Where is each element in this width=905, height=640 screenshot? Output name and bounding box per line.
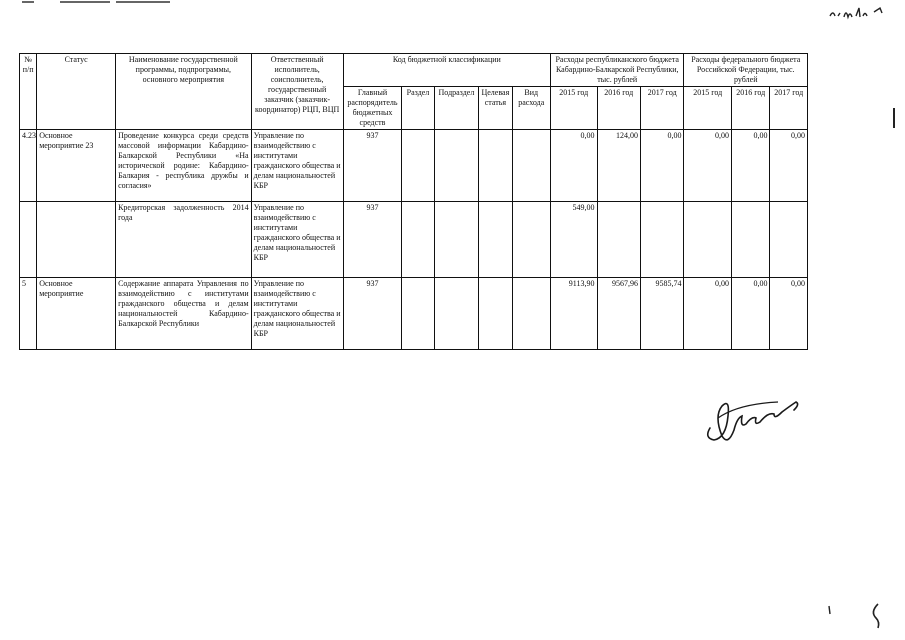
header-target-article: Целевая статья: [479, 87, 512, 130]
header-fed-2015: 2015 год: [684, 87, 732, 130]
row-section: [402, 278, 434, 350]
row-num: [20, 202, 37, 278]
row-section: [402, 130, 434, 202]
handwritten-check-mark: [866, 602, 888, 630]
row-responsible: Управление по взаимодействию с институтами гражданского общества и делам национальностей КБР: [251, 278, 343, 350]
handwritten-page-mark: [828, 4, 888, 22]
row-section: [402, 202, 434, 278]
row-grbs: 937: [343, 202, 402, 278]
header-fed-2017: 2017 год: [770, 87, 808, 130]
row-fed-2016: [732, 202, 770, 278]
row-rep-2016: 124,00: [597, 130, 640, 202]
header-responsible: Ответственный исполнитель, соисполнитель, государственный заказчик (заказчик-координатор) РЦП, ВЦП: [251, 54, 343, 130]
row-subsection: [434, 202, 479, 278]
row-rep-2017: [640, 202, 683, 278]
row-fed-2016: 0,00: [732, 278, 770, 350]
handwritten-signature: [700, 388, 810, 448]
row-num: 4.23: [20, 130, 37, 202]
table-row: [20, 130, 808, 202]
row-target-article: [479, 202, 512, 278]
row-fed-2017: [770, 202, 808, 278]
row-rep-2017: 0,00: [640, 130, 683, 202]
row-status: Основное мероприятие 23: [37, 130, 116, 202]
row-rep-2017: 9585,74: [640, 278, 683, 350]
row-fed-2016: 0,00: [732, 130, 770, 202]
header-rep-2016: 2016 год: [597, 87, 640, 130]
header-status: Статус: [37, 54, 116, 130]
row-expense-type: [512, 202, 550, 278]
row-subsection: [434, 278, 479, 350]
row-fed-2015: 0,00: [684, 278, 732, 350]
row-fed-2017: 0,00: [770, 130, 808, 202]
header-subsection: Подраздел: [434, 87, 479, 130]
top-scan-artifact: [20, 0, 200, 6]
row-target-article: [479, 130, 512, 202]
row-rep-2016: [597, 202, 640, 278]
header-fed-2016: 2016 год: [732, 87, 770, 130]
header-kbk: Код бюджетной классификации: [343, 54, 550, 87]
header-section: Раздел: [402, 87, 434, 130]
scan-dot-mark: [826, 604, 834, 618]
row-rep-2015: 0,00: [550, 130, 597, 202]
row-fed-2017: 0,00: [770, 278, 808, 350]
row-rep-2016: 9567,96: [597, 278, 640, 350]
header-federal-expenses: Расходы федерального бюджета Российской Федерации, тыс. рублей: [684, 54, 808, 87]
row-fed-2015: 0,00: [684, 130, 732, 202]
row-subsection: [434, 130, 479, 202]
budget-table: [19, 53, 808, 350]
row-target-article: [479, 278, 512, 350]
row-responsible: Управление по взаимодействию с институтами гражданского общества и делам национальностей КБР: [251, 130, 343, 202]
row-expense-type: [512, 130, 550, 202]
row-fed-2015: [684, 202, 732, 278]
header-rep-2017: 2017 год: [640, 87, 683, 130]
row-name: Проведение конкурса среди средств массовой информации Кабардино-Балкарской Республики «На исторической родине: Кабардино-Балкария - республика дружбы и согласия»: [116, 130, 252, 202]
row-rep-2015: 549,00: [550, 202, 597, 278]
row-responsible: Управление по взаимодействию с институтами гражданского общества и делам национальностей КБР: [251, 202, 343, 278]
header-num: № п/п: [20, 54, 37, 130]
header-name: Наименование государственной программы, подпрограммы, основного мероприятия: [116, 54, 252, 130]
row-rep-2015: 9113,90: [550, 278, 597, 350]
row-status: Основное мероприятие: [37, 278, 116, 350]
row-num: 5: [20, 278, 37, 350]
row-name: Содержание аппарата Управления по взаимодействию с институтами гражданского общества и делам национальностей Кабардино-Балкарской Республики: [116, 278, 252, 350]
table-row: [20, 202, 808, 278]
row-name: Кредиторская задолженность 2014 года: [116, 202, 252, 278]
margin-line-mark: [893, 108, 895, 128]
table-row: [20, 278, 808, 350]
row-grbs: 937: [343, 130, 402, 202]
row-grbs: 937: [343, 278, 402, 350]
table-header-row-1: [20, 54, 808, 87]
header-expense-type: Вид расхода: [512, 87, 550, 130]
row-expense-type: [512, 278, 550, 350]
header-grbs: Главный распорядитель бюджетных средств: [343, 87, 402, 130]
row-status: [37, 202, 116, 278]
header-republic-expenses: Расходы республиканского бюджета Кабардино-Балкарской Республики, тыс. рублей: [550, 54, 683, 87]
header-rep-2015: 2015 год: [550, 87, 597, 130]
